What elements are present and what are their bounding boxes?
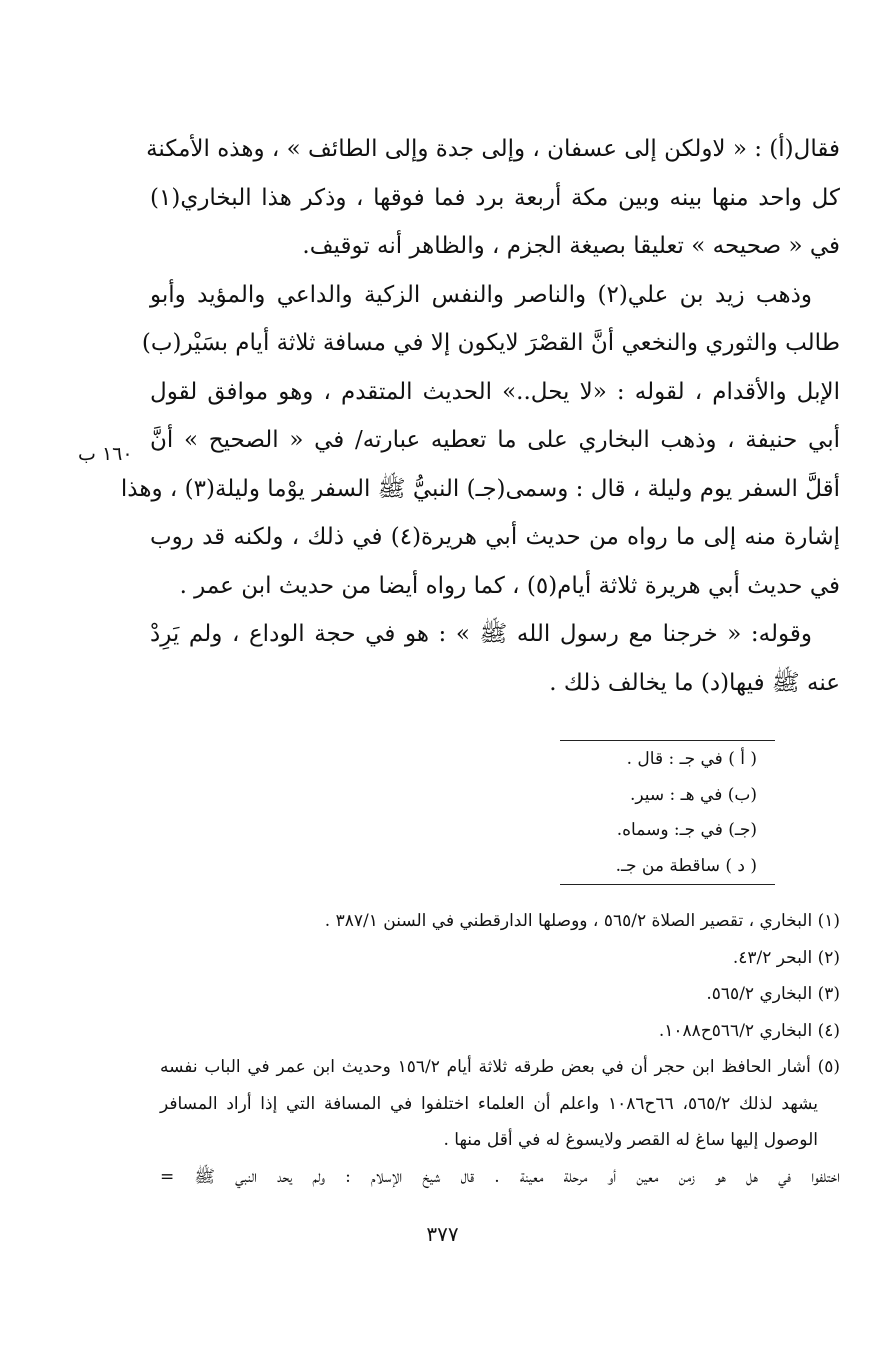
main-text-line: أقلَّ السفر يوم وليلة ، قال : وسمى(جـ) النبيُّ ﷺ السفر يوْما وليلة(٣) ، وهذا	[120, 475, 840, 502]
variant-note: (جـ) في جـ: وسماه.	[616, 820, 757, 840]
variant-note: ( أ ) في جـ : قال .	[626, 749, 757, 769]
main-text-line: فقال(أ) : « لاولكن إلى عسفان ، وإلى جدة وإلى الطائف » ، وهذه الأمكنة	[146, 136, 840, 162]
footnote: (٢) البحر ٤٣/٢.	[732, 947, 840, 968]
footnote-continuation: اختلفوا في هل هو زمن معين أو مرحلة معينة . قال شيخ الإسلام : ولم يحد النبي ﷺ =	[160, 1166, 840, 1187]
main-text-line: أبي حنيفة ، وذهب البخاري على ما تعطيه عبارته/ في « الصحيح » أنَّ	[150, 427, 840, 453]
main-text-line: وقوله: « خرجنا مع رسول الله ﷺ » : هو في حجة الوداع ، ولم يَرِدْ	[150, 621, 812, 647]
main-text-line: الإبل والأقدام ، لقوله : «لا يحل..» الحديث المتقدم ، وهو موافق لقول	[150, 378, 840, 405]
footnote: (٥) أشار الحافظ ابن حجر أن في بعض طرقه ثلاثة أيام ١٥٦/٢ وحديث ابن عمر في الباب نفسه	[160, 1057, 840, 1077]
variant-note: (ب) في هـ : سير.	[629, 784, 757, 805]
main-text-line: عنه ﷺ فيها(د) ما يخالف ذلك .	[549, 669, 840, 696]
footnote-continuation: يشهد لذلك ٥٦٥/٢، ٦٦ح١٠٨٦ واعلم أن العلماء اختلفوا في المسافة التي إذا أراد المسافر	[160, 1093, 819, 1114]
variant-note: ( د ) ساقطة من جـ.	[615, 855, 757, 876]
main-text	[120, 125, 840, 707]
footnote-continuation: الوصول إليها ساغ له القصر ولايسوغ له في أقل منها .	[443, 1130, 818, 1150]
main-text-line: كل واحد منها بينه وبين مكة أربعة برد فما فوقها ، وذكر هذا البخاري(١)	[150, 184, 840, 211]
main-text-line: وذهب زيد بن علي(٢) والناصر والنفس الزكية والداعي والمؤيد وأبو	[150, 281, 812, 308]
manuscript-variants	[257, 742, 757, 884]
manuscript-folio-note: ١٦٠ ب	[78, 443, 133, 465]
main-text-line: إشارة منه إلى ما رواه من حديث أبي هريرة(٤) في ذلك ، ولكنه قد روب	[150, 524, 840, 550]
variants-divider	[560, 740, 775, 741]
footnote: (٤) البخاري ٥٦٦/٢ح١٠٨٨.	[658, 1020, 840, 1041]
main-text-line: في « صحيحه » تعليقا بصيغة الجزم ، والظاهر أنه توقيف.	[302, 233, 840, 259]
footnote: (٣) البخاري ٥٦٥/٢.	[706, 984, 840, 1004]
main-text-line: في حديث أبي هريرة ثلاثة أيام(٥) ، كما رواه أيضا من حديث ابن عمر .	[179, 572, 840, 599]
footnote: (١) البخاري ، تقصير الصلاة ٥٦٥/٢ ، ووصلها الدارقطني في السنن ٣٨٧/١ .	[324, 911, 840, 931]
main-text-line: طالب والثوري والنخعي أنَّ القصْرَ لايكون إلا في مسافة ثلاثة أيام بسَيْر(ب)	[141, 330, 840, 356]
footnotes-divider	[560, 884, 775, 885]
page-number: ٣٧٧	[426, 1222, 459, 1246]
footnotes	[160, 903, 840, 1195]
